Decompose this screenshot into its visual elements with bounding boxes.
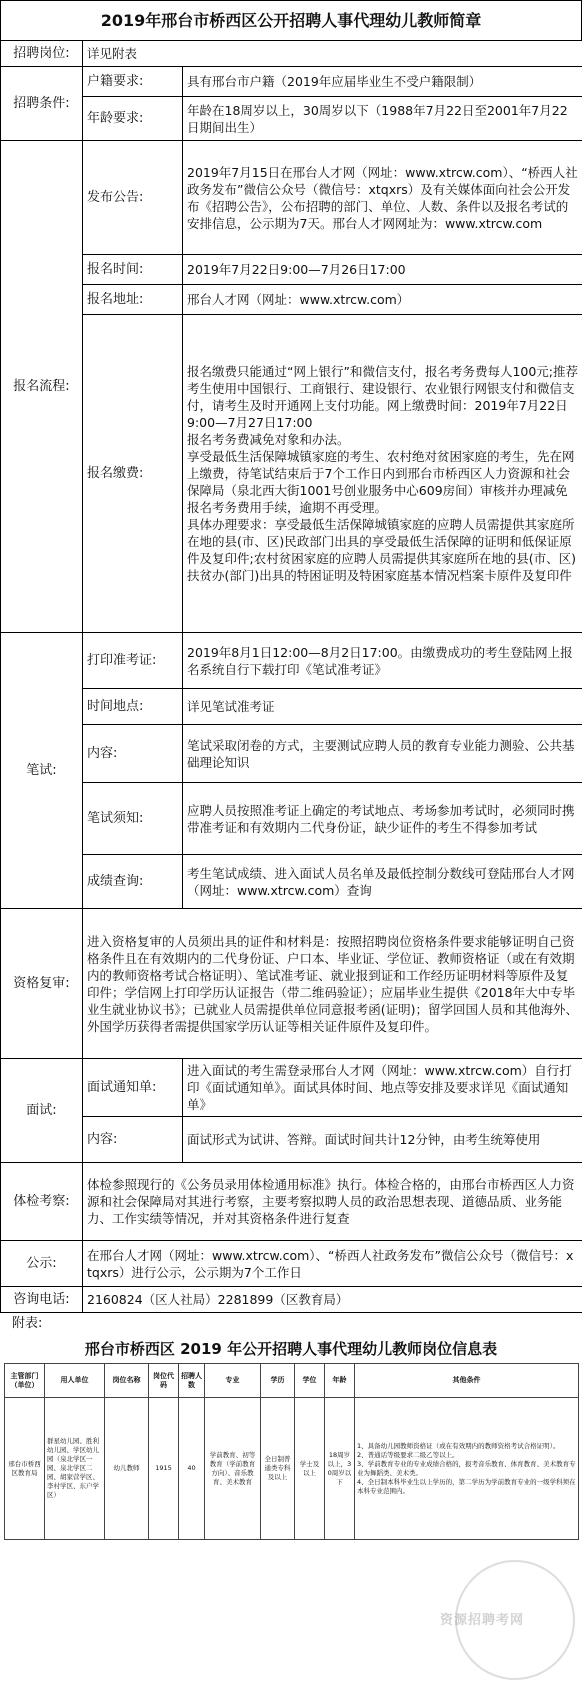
huji-label: 户籍要求:: [83, 67, 183, 97]
bishi-xuzhi-label: 笔试须知:: [83, 783, 183, 855]
bishi-didian-label: 时间地点:: [83, 689, 183, 725]
row-gangwei: [1, 41, 582, 67]
gonggao-value: 2019年7月15日在邢台人才网（网址：www.xtrcw.com）、“桥西人社政务发布”微信公众号（微信号：xtqxrs）及有关媒体面向社会公开发布《招聘公告》，公布招聘的部门、单位、人数、条件以及报名考试的安排信息，公示期为7天。邢台人才网网址为：www.xtrcw.com: [183, 141, 582, 255]
row-nianling: [1, 97, 582, 141]
mianshi-label: 面试:: [1, 1059, 83, 1163]
jiaofei-value: 报名缴费只能通过“网上银行”和微信支付，报名考务费每人100元;推荐考生使用中国银行、工商银行、建设银行、农业银行网银支付和微信支付，请考生及时开通网上支付功能。网上缴费时间：2019年7月22日9:00—7月27日17:00 报名考务费减免对象和办法。 享受最低生活保障城镇家庭的考生、农村绝对贫困家庭的考生，先在网上缴费，待笔试结束后于7个工作日内到邢台市桥西区人力资源和社会保障局（泉北西大街1001号创业服务中心609房间）审核并办理减免报名考务费用手续，逾期不再受理。 具体办理要求：享受最低生活保障城镇家庭的应聘人员需提供其家庭所在地的县(市、区)民政部门出具的享受最低生活保障的证明和低保证原件及复印件;农村贫困家庭的应聘人员需提供其家庭所在地的县(市、区)扶贫办(部门)出具的特困证明及特困家庭基本情况档案卡原件及复印件: [183, 315, 582, 633]
gangwei-value: 详见附表: [83, 41, 582, 67]
table-cell: 学前教育、初等教育（学前教育方向）、音乐教育、美术教育: [205, 1398, 261, 1540]
table-cell: 18周岁以上，30周岁以下: [325, 1398, 355, 1540]
row-baoming-dizhi: [1, 285, 582, 315]
position-header-row: [5, 1364, 579, 1398]
row-bishi-neirong: [1, 725, 582, 783]
baoming-dizhi-label: 报名地址:: [83, 285, 183, 315]
tijian-label: 体检考察:: [1, 1163, 83, 1241]
baoming-shijian-label: 报名时间:: [83, 255, 183, 285]
bishi-neirong-value: 笔试采取闭卷的方式，主要测试应聘人员的教育专业能力测验、公共基础理论知识: [183, 725, 582, 783]
gongshi-value: 在邢台人才网（网址：www.xtrcw.com）、“桥西人社政务发布”微信公众号（微信号：xtqxrs）进行公示，公示期为7个工作日: [83, 1241, 582, 1287]
bishi-label: 笔试:: [1, 633, 83, 909]
gangwei-label: 招聘岗位:: [1, 41, 83, 67]
header-cell: 学位: [295, 1364, 325, 1398]
fushen-value: 进入资格复审的人员须出具的证件和材料是：按照招聘岗位资格条件要求能够证明自己资格条件且在有效期内的二代身份证、户口本、毕业证、学位证、教师资格证（或在有效期内的教师资格考试合格证明）、笔试准考证、就业报到证和工作经历证明材料等原件及复印件；学信网上打印学历认证报告（带二维码验证）；应届毕业生提供《2018年大中专毕业生就业协议书》；已就业人员需提供单位同意报考函(证明)；留学回国人员和其他海外、外国学历获得者需提供国家学历认证等相关证件原件及复印件。: [83, 909, 582, 1059]
mianshi-neirong-label: 内容:: [83, 1117, 183, 1163]
row-zhunkaozheng: [1, 633, 582, 689]
row-tijian: [1, 1163, 582, 1241]
header-cell: 学历: [261, 1364, 295, 1398]
header-cell: 岗位名称: [105, 1364, 149, 1398]
row-gongshi: [1, 1241, 582, 1287]
header-cell: 招聘人数: [179, 1364, 205, 1398]
fushen-label: 资格复审:: [1, 909, 83, 1059]
table-cell: 全日制普通类专科及以上: [261, 1398, 295, 1540]
table-cell: 1915: [149, 1398, 179, 1540]
gonggao-label: 发布公告:: [83, 141, 183, 255]
fubiao-title: 邢台市桥西区 2019 年公开招聘人事代理幼儿教师岗位信息表: [84, 1340, 498, 1358]
bishi-didian-value: 详见笔试准考证: [183, 689, 582, 725]
table-cell: 1、具备幼儿园教师资格证（或在有效期内的教师资格考试合格证明）。 2、普通话等级要求二级乙等以上。 3、学前教育专业的专业成绩合格的，报考音乐教育、体育教育、美术教育专业为舞蹈类、美术类。 4、全日制本科毕业生以上学历的，第二学历为学前教育专业的一级学科须在本科专业范围内。: [355, 1398, 579, 1540]
row-bishi-didian: [1, 689, 582, 725]
bishi-neirong-label: 内容:: [83, 725, 183, 783]
tijian-value: 体检参照现行的《公务员录用体检通用标准》执行。体检合格的，由邢台市桥西区人力资源和社会保障局对其进行考察，主要考察拟聘人员的政治思想表现、道德品质、业务能力、工作实绩等情况，并对其资格条件进行复查: [83, 1163, 582, 1241]
chengji-value: 考生笔试成绩、进入面试人员名单及最低控制分数线可登陆邢台人才网（网址：www.xtrcw.com）查询: [183, 855, 582, 909]
header-cell: 年龄: [325, 1364, 355, 1398]
zhunkaozheng-label: 打印准考证:: [83, 633, 183, 689]
zixun-value: 2160824（区人社局）2281899（区教育局）: [83, 1287, 582, 1313]
table-cell: 学士及以上: [295, 1398, 325, 1540]
chengji-label: 成绩查询:: [83, 855, 183, 909]
brochure-table: [0, 40, 582, 1313]
header-cell: 专业: [205, 1364, 261, 1398]
row-chengji: [1, 855, 582, 909]
table-cell: 幼儿教师: [105, 1398, 149, 1540]
row-tongzhidan: [1, 1059, 582, 1117]
position-info-table: [4, 1363, 579, 1540]
zhunkaozheng-value: 2019年8月1日12:00—8月2日17:00。由缴费成功的考生登陆网上报名系统自行下载打印《笔试准考证》: [183, 633, 582, 689]
zixun-label: 咨询电话:: [1, 1287, 83, 1313]
watermark-seal: [455, 1560, 575, 1680]
page-title: 2019年邢台市桥西区公开招聘人事代理幼儿教师简章: [0, 0, 582, 40]
header-cell: 岗位代码: [149, 1364, 179, 1398]
nianling-value: 年龄在18周岁以上，30周岁以下（1988年7月22日至2001年7月22日期间出生）: [183, 97, 582, 141]
table-cell: 邢台市桥西区教育局: [5, 1398, 45, 1540]
row-jiaofei: [1, 315, 582, 633]
tongzhidan-label: 面试通知单:: [83, 1059, 183, 1117]
position-data-row: [5, 1398, 579, 1540]
table-cell: 群星幼儿园、胜利幼儿园、学区幼儿园（泉北学区一园、泉北学区二园、胡家营学区、李村学区、东户学区）: [45, 1398, 105, 1540]
watermark-text: 资源招聘考网: [440, 1613, 525, 1628]
jiaofei-label: 报名缴费:: [83, 315, 183, 633]
bishi-xuzhi-value: 应聘人员按照准考证上确定的考试地点、考场参加考试时，必须同时携带准考证和有效期内二代身份证，缺少证件的考生不得参加考试: [183, 783, 582, 855]
baoming-label: 报名流程:: [1, 141, 83, 633]
row-zixun: [1, 1287, 582, 1313]
baoming-shijian-value: 2019年7月22日9:00—7月26日17:00: [183, 255, 582, 285]
row-fushen: [1, 909, 582, 1059]
header-cell: 主管部门（单位）: [5, 1364, 45, 1398]
row-gonggao: [1, 141, 582, 255]
baoming-dizhi-value: 邢台人才网（网址：www.xtrcw.com）: [183, 285, 582, 315]
row-baoming-shijian: [1, 255, 582, 285]
row-huji: [1, 67, 582, 97]
tiaojian-label: 招聘条件:: [1, 67, 83, 141]
row-mianshi-neirong: [1, 1117, 582, 1163]
tongzhidan-value: 进入面试的考生需登录邢台人才网（网址：www.xtrcw.com）自行打印《面试通知单》。面试具体时间、地点等安排及要求详见《面试通知单》: [183, 1059, 582, 1117]
header-cell: 用人单位: [45, 1364, 105, 1398]
nianling-label: 年龄要求:: [83, 97, 183, 141]
mianshi-neirong-value: 面试形式为试讲、答辩。面试时间共计12分钟，由考生统筹使用: [183, 1117, 582, 1163]
header-cell: 其他条件: [355, 1364, 579, 1398]
fubiao-label: 附表:: [12, 1316, 43, 1331]
huji-value: 具有邢台市户籍（2019年应届毕业生不受户籍限制）: [183, 67, 582, 97]
row-bishi-xuzhi: [1, 783, 582, 855]
table-cell: 40: [179, 1398, 205, 1540]
gongshi-label: 公示:: [1, 1241, 83, 1287]
